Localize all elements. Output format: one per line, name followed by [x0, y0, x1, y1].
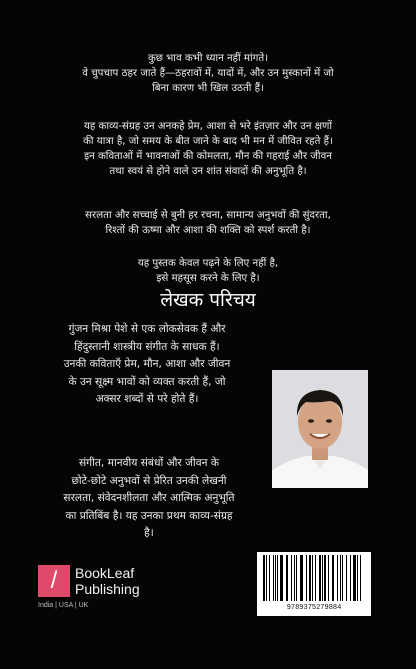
bio-line: हिंदुस्तानी शास्त्रीय संगीत के साधक हैं। [74, 340, 220, 353]
blurb-paragraph-4 [26, 256, 390, 286]
blurb-line: की यात्रा है, जो समय के बीत जाने के बाद भी मन में जीवित रहते हैं। [83, 136, 333, 147]
author-bio-part-2 [24, 455, 274, 543]
author-photo [272, 370, 368, 488]
bio-line: अक्सर शब्दों से परे होते हैं। [95, 393, 199, 405]
blurb-line: सरलता और सच्चाई से बुनी हर रचना, सामान्य अनुभवों की सुंदरता, [85, 210, 331, 221]
blurb-line: यह काव्य-संग्रह उन अनकहे प्रेम, आशा से भरे इंतज़ार और उन क्षणों [83, 121, 333, 132]
isbn-number: 9789375279884 [286, 604, 342, 612]
blurb-line: यह पुस्तक केवल पढ़ने के लिए नहीं है, [137, 258, 279, 269]
barcode-bars-icon [261, 555, 367, 602]
author-bio-part-1 [22, 321, 272, 409]
logo-slash-icon: / [50, 567, 58, 594]
isbn-barcode [257, 552, 371, 616]
blurb-paragraph-1 [26, 51, 390, 96]
publisher-name-line-2: Publishing [75, 581, 140, 597]
bio-line: गुंजन मिश्रा पेशे से एक लोकसेवक हैं और [68, 323, 226, 335]
author-portrait-illustration [272, 370, 368, 488]
bio-line: का प्रतिबिंब है। यह उनका प्रथम काव्य-संग्रह [65, 509, 233, 522]
bio-line: छोटे-छोटे अनुभवों से प्रेरित उनकी लेखनी [71, 474, 227, 487]
bio-line: है। [144, 527, 154, 539]
blurb-line: इन कविताओं में भावनाओं की कोमलता, मौन की गहराई और जीवन [84, 151, 332, 162]
publisher-name-line-1: BookLeaf [75, 565, 135, 581]
bio-line: सरलता, संवेदनशीलता और आत्मिक अनुभूति [63, 492, 235, 504]
author-section-heading: लेखक परिचय [160, 289, 256, 311]
bio-line: उनकी कविताएँ प्रेम, मौन, आशा और जीवन [63, 358, 231, 370]
publisher-logo [38, 565, 160, 605]
blurb-line: वे चुपचाप ठहर जाते हैं—ठहरावों में, यादों में, और उन मुस्कानों में जो [82, 68, 334, 79]
blurb-paragraph-3 [26, 208, 390, 238]
blurb-line: बिना कारण भी खिल उठती हैं। [152, 83, 264, 94]
blurb-line: कुछ भाव कभी ध्यान नहीं मांगते। [147, 53, 269, 64]
bio-line: के उन सूक्ष्म भावों को व्यक्त करती हैं, जो [68, 375, 226, 388]
blurb-paragraph-2 [26, 119, 390, 179]
blurb-line: इसे महसूस करने के लिए है। [156, 273, 260, 284]
blurb-line: रिश्तों की ऊष्मा और आशा की शक्ति को स्पर्श करती है। [105, 225, 311, 236]
publisher-locations: India | USA | UK [38, 602, 89, 609]
bio-line: संगीत, मानवीय संबंधों और जीवन के [79, 457, 219, 469]
blurb-line: तथा स्वयं से होने वाले उन शांत संवादों की अनुभूति है। [109, 166, 307, 177]
